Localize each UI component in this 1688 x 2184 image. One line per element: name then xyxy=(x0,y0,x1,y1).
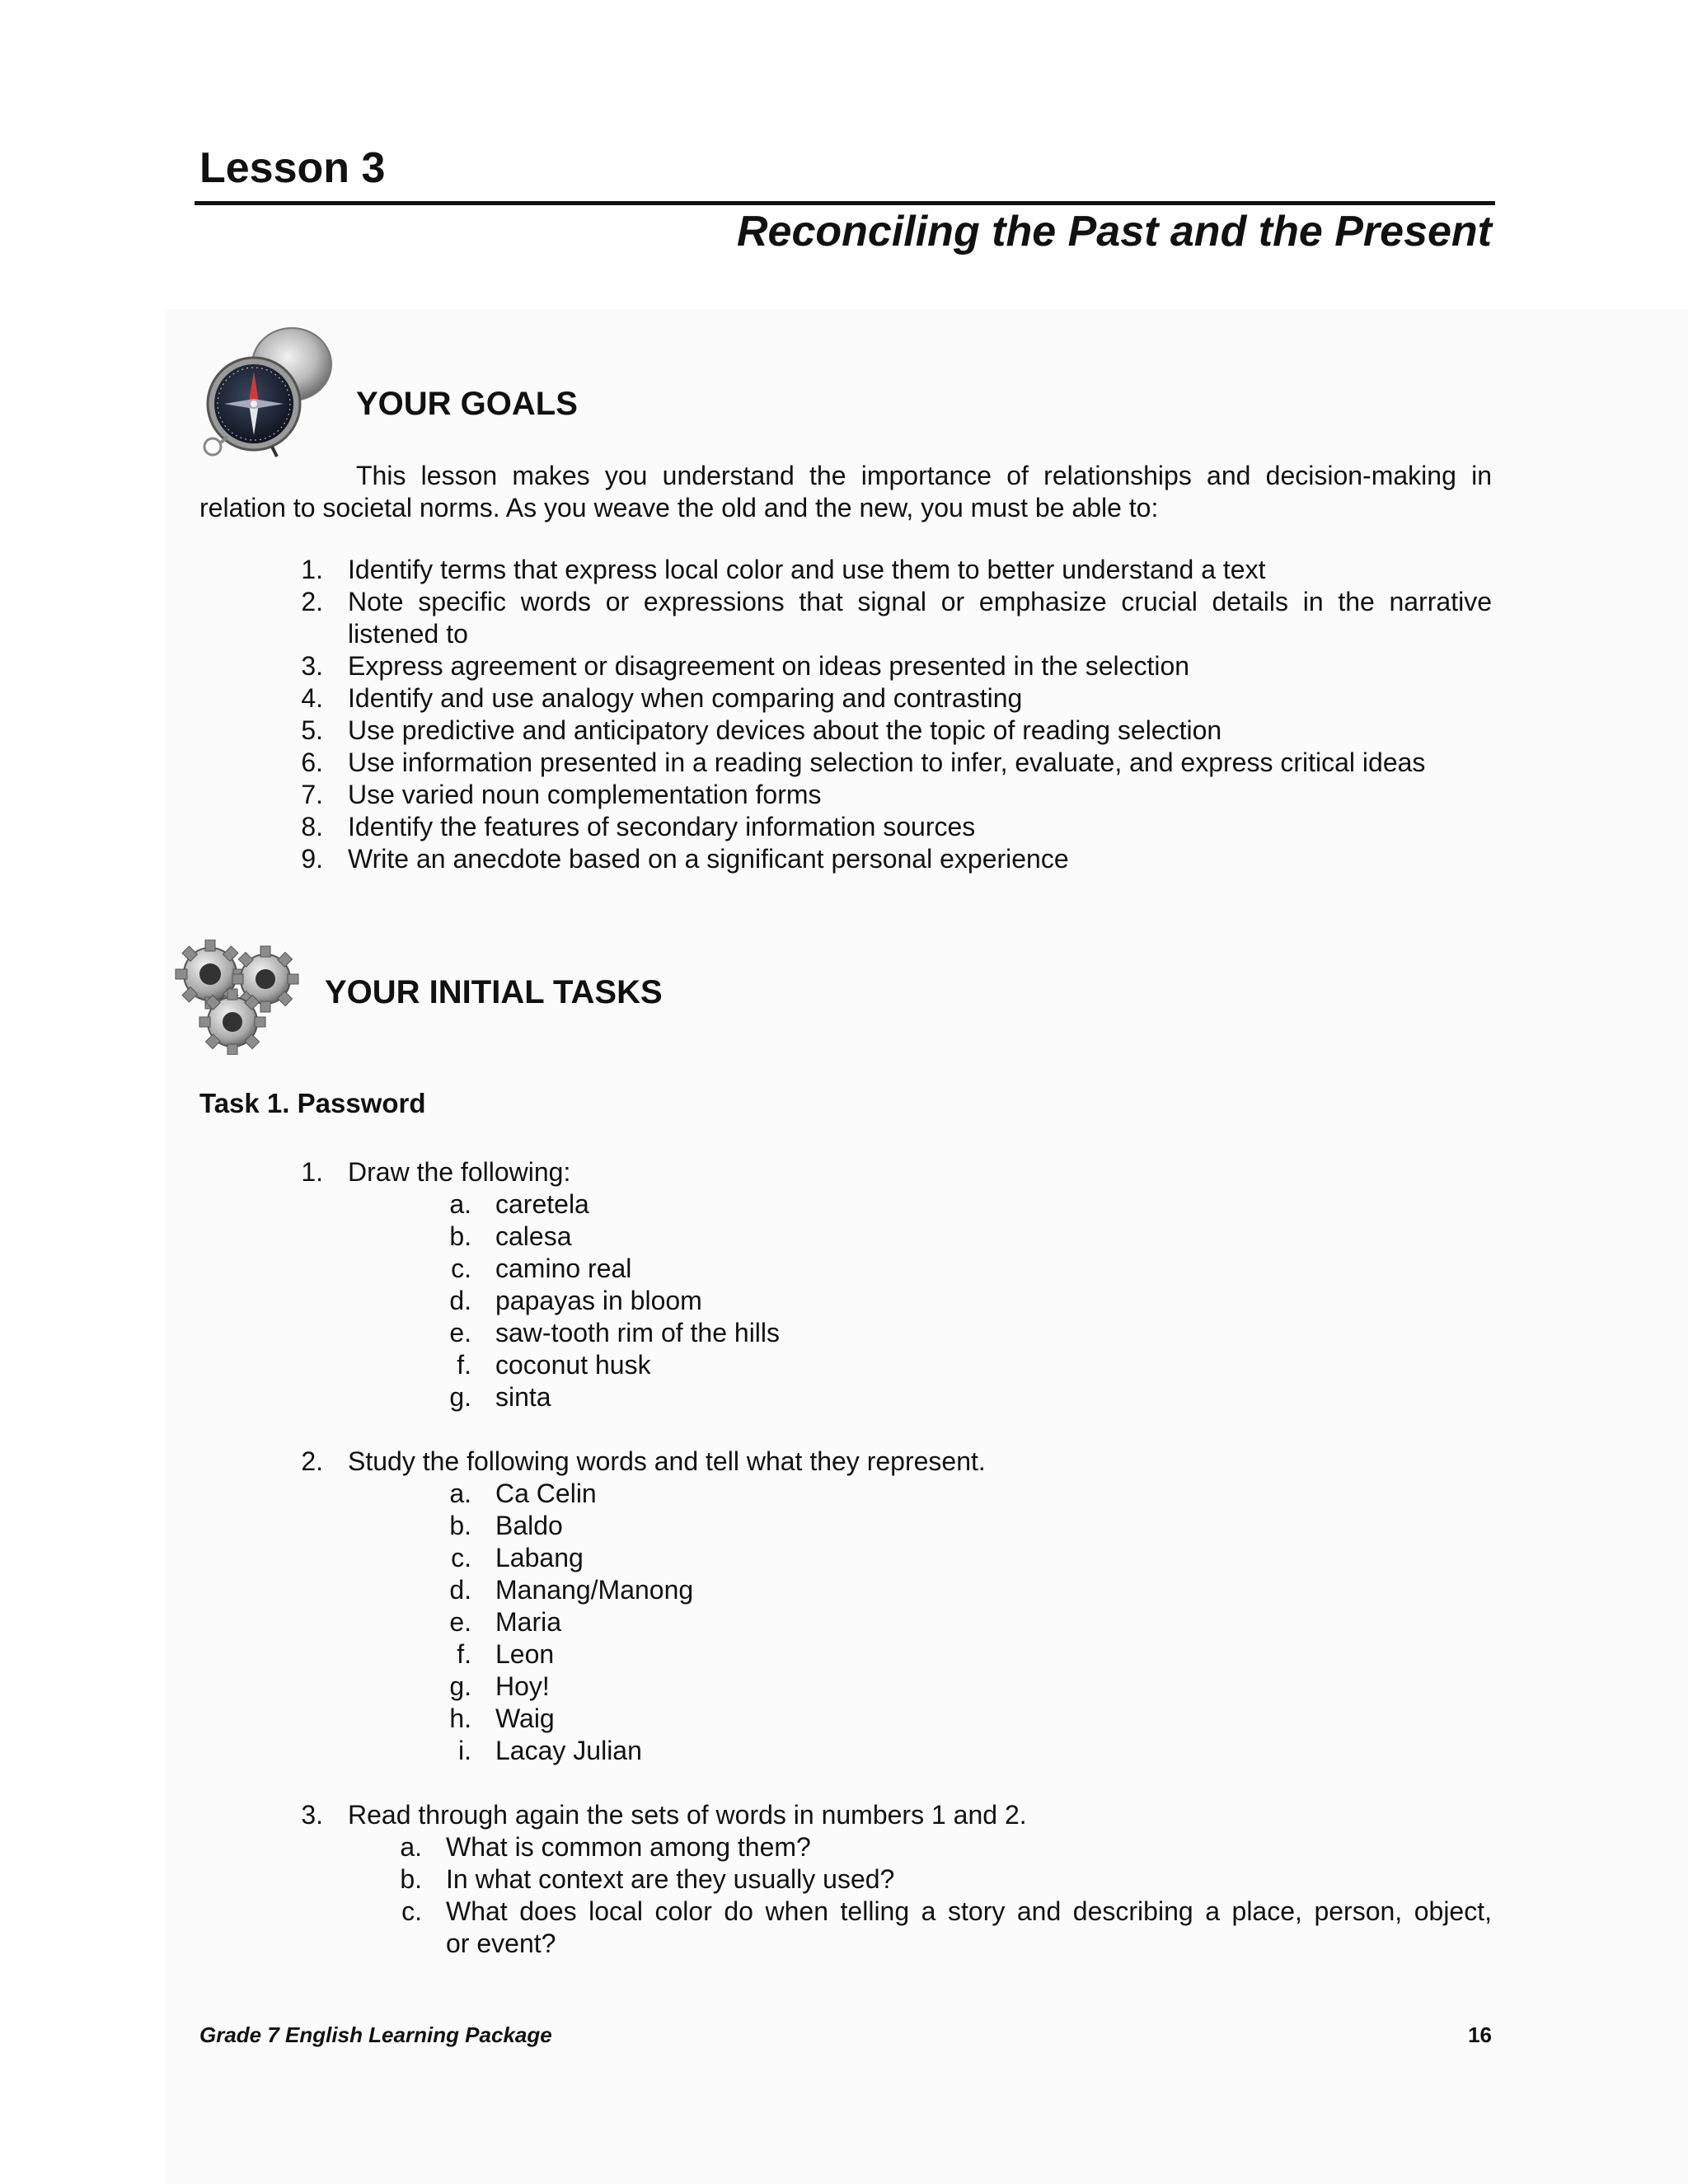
sublist-text: Lacay Julian xyxy=(495,1736,642,1765)
sublist-item xyxy=(445,1606,1492,1638)
list-text: Express agreement or disagreement on ideas presented in the selection xyxy=(348,651,1190,681)
sublist-letter: c. xyxy=(401,1896,422,1926)
sublist-letter: d. xyxy=(449,1286,471,1315)
sublist-text: papayas in bloom xyxy=(495,1286,702,1315)
sublist-text: Labang xyxy=(495,1543,584,1572)
sublist-item xyxy=(396,1896,1492,1960)
tasks-list xyxy=(297,1156,1492,1960)
sublist-letter: f. xyxy=(457,1350,471,1380)
list-text: Use information presented in a reading selection to infer, evaluate, and express critical ideas xyxy=(348,748,1426,777)
sublist-item xyxy=(445,1221,1492,1253)
goals-heading: YOUR GOALS xyxy=(356,386,578,422)
sublist-text: sinta xyxy=(495,1382,551,1412)
gears-icon xyxy=(173,940,301,1055)
list-number: 3. xyxy=(301,651,323,681)
sublist-item xyxy=(445,1542,1492,1574)
sublist-text: In what context are they usually used? xyxy=(446,1864,895,1894)
sublist-text: Hoy! xyxy=(495,1671,550,1701)
sublist-item xyxy=(445,1188,1492,1221)
sublist-text-continued: or event? xyxy=(446,1929,556,1958)
sublist-letter: e. xyxy=(449,1607,471,1637)
list-text: Use varied noun complementation forms xyxy=(348,780,822,809)
task-item xyxy=(297,1446,1492,1478)
list-number: 1. xyxy=(301,555,323,584)
sublist-item xyxy=(445,1381,1492,1413)
sublist-text: camino real xyxy=(495,1254,632,1283)
lesson-title: Reconciling the Past and the Present xyxy=(737,208,1492,255)
goals-intro-text: This lesson makes you understand the importance of relationships and decision-making in relation to societal norms. As you weave the old and the new, you must be able to: xyxy=(199,461,1492,523)
sublist-letter: g. xyxy=(449,1671,471,1701)
sublist-letter: f. xyxy=(457,1639,471,1669)
lesson-number: Lesson 3 xyxy=(199,144,386,192)
task-number: 3. xyxy=(301,1800,323,1830)
list-text: Identify the features of secondary information sources xyxy=(348,812,976,841)
sublist-item xyxy=(445,1253,1492,1285)
sublist-letter: a. xyxy=(449,1479,471,1508)
list-item xyxy=(297,650,1492,682)
page-number: 16 xyxy=(1468,2022,1492,2047)
list-number: 9. xyxy=(301,844,323,874)
list-number: 7. xyxy=(301,780,323,809)
sublist-text: Ca Celin xyxy=(495,1479,597,1508)
sublist-letter: a. xyxy=(400,1832,422,1862)
sublist-letter: g. xyxy=(449,1382,471,1412)
task-sublist xyxy=(445,1188,1492,1413)
list-item xyxy=(297,843,1492,875)
list-text: Identify and use analogy when comparing and contrasting xyxy=(348,683,1023,713)
list-number: 2. xyxy=(301,587,323,616)
list-number: 6. xyxy=(301,748,323,777)
sublist-text: What does local color do when telling a story and describing a place, person, object, xyxy=(446,1896,1492,1926)
list-item xyxy=(297,747,1492,779)
list-text: Write an anecdote based on a significant personal experience xyxy=(348,844,1069,874)
task-sublist xyxy=(396,1831,1492,1960)
compass-icon xyxy=(191,323,335,463)
task-item xyxy=(297,1156,1492,1188)
sublist-letter: e. xyxy=(449,1318,471,1347)
list-number: 5. xyxy=(301,715,323,745)
sublist-letter: a. xyxy=(449,1189,471,1219)
sublist-letter: h. xyxy=(449,1704,471,1733)
task-text: Read through again the sets of words in numbers 1 and 2. xyxy=(348,1800,1027,1830)
list-text: Use predictive and anticipatory devices about the topic of reading selection xyxy=(348,715,1222,745)
sublist-item xyxy=(445,1478,1492,1510)
task-item xyxy=(297,1799,1492,1831)
list-item xyxy=(297,682,1492,715)
list-item xyxy=(297,811,1492,843)
sublist-item xyxy=(445,1638,1492,1671)
initial-tasks-heading: YOUR INITIAL TASKS xyxy=(325,974,663,1010)
sublist-letter: b. xyxy=(449,1511,471,1540)
list-text: Identify terms that express local color and use them to better understand a text xyxy=(348,555,1266,584)
task-text: Study the following words and tell what they represent. xyxy=(348,1446,986,1476)
list-item xyxy=(297,715,1492,747)
list-number: 8. xyxy=(301,812,323,841)
task-title: Task 1. Password xyxy=(199,1088,426,1118)
goals-list xyxy=(297,554,1492,875)
task-text: Draw the following: xyxy=(348,1157,571,1187)
sublist-letter: d. xyxy=(449,1575,471,1605)
sublist-text: saw-tooth rim of the hills xyxy=(495,1318,781,1347)
sublist-item xyxy=(445,1671,1492,1703)
list-item xyxy=(297,779,1492,811)
sublist-item xyxy=(396,1831,1492,1863)
sublist-text: Manang/Manong xyxy=(495,1575,694,1605)
task-sublist xyxy=(445,1478,1492,1767)
list-item xyxy=(297,586,1492,650)
sublist-text: coconut husk xyxy=(495,1350,651,1380)
sublist-letter: b. xyxy=(400,1864,422,1894)
list-text: Note specific words or expressions that signal or emphasize crucial details in the narrative xyxy=(348,587,1492,616)
sublist-text: Maria xyxy=(495,1607,562,1637)
sublist-letter: c. xyxy=(451,1543,471,1572)
list-item xyxy=(297,554,1492,586)
task-number: 2. xyxy=(301,1446,323,1476)
sublist-letter: i. xyxy=(458,1736,471,1765)
sublist-text: caretela xyxy=(495,1189,589,1219)
list-text-continued: listened to xyxy=(348,619,468,649)
goals-intro xyxy=(199,460,1492,524)
sublist-item xyxy=(445,1317,1492,1349)
sublist-letter: b. xyxy=(449,1221,471,1251)
sublist-text: calesa xyxy=(495,1221,572,1251)
sublist-text: Waig xyxy=(495,1704,555,1733)
sublist-letter: c. xyxy=(451,1254,471,1283)
sublist-item xyxy=(396,1863,1492,1896)
sublist-item xyxy=(445,1510,1492,1542)
task-number: 1. xyxy=(301,1157,323,1187)
sublist-item xyxy=(445,1703,1492,1735)
sublist-item xyxy=(445,1735,1492,1767)
title-rule xyxy=(195,201,1495,205)
sublist-text: Leon xyxy=(495,1639,555,1669)
sublist-item xyxy=(445,1285,1492,1317)
sublist-text: Baldo xyxy=(495,1511,563,1540)
sublist-item xyxy=(445,1349,1492,1381)
footer-package-name: Grade 7 English Learning Package xyxy=(199,2022,552,2047)
sublist-item xyxy=(445,1574,1492,1606)
list-number: 4. xyxy=(301,683,323,713)
sublist-text: What is common among them? xyxy=(446,1832,811,1862)
